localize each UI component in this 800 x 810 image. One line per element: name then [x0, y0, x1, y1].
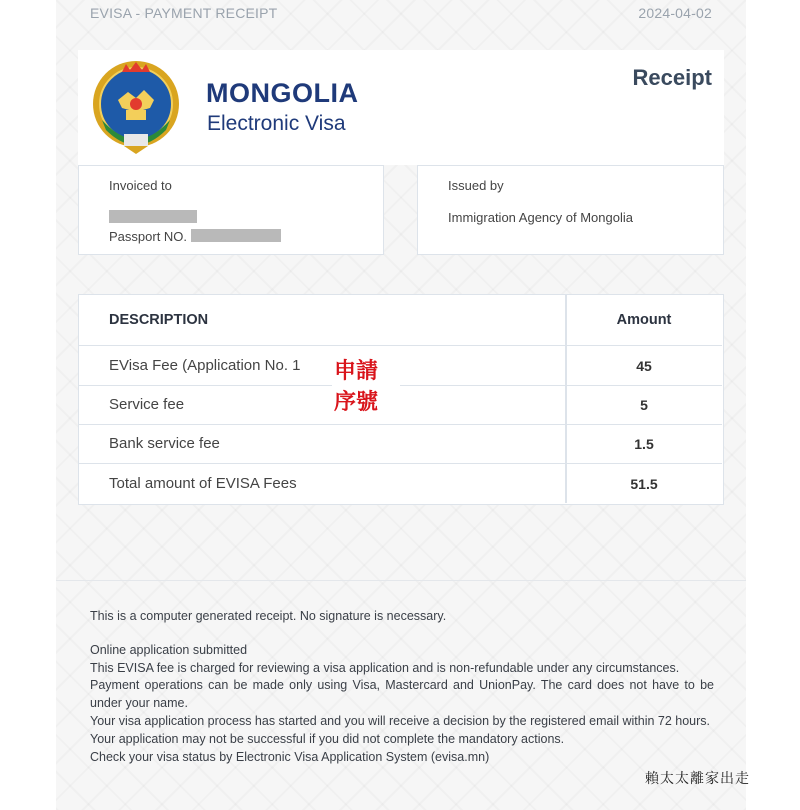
- blog-watermark: 賴太太離家出走: [645, 771, 750, 787]
- document-type: EVISA - PAYMENT RECEIPT: [90, 5, 278, 21]
- issued-by-label: Issued by: [448, 178, 504, 193]
- mongolia-emblem-icon: [92, 60, 180, 156]
- header-card: [78, 50, 724, 165]
- application-number-overlay: 申請序號: [332, 354, 400, 416]
- amount-header: Amount: [616, 312, 672, 328]
- fee-amount: 45: [636, 358, 652, 374]
- issued-by-box: [417, 165, 724, 255]
- section-divider: [56, 580, 746, 581]
- fee-table: [78, 294, 724, 505]
- table-row: [79, 425, 722, 464]
- redacted-passport: [191, 229, 281, 242]
- disclaimer-text: This is a computer generated receipt. No signature is necessary.: [90, 609, 447, 623]
- note-line: Your application may not be successful if you did not complete the mandatory actions.: [90, 731, 565, 746]
- fee-description: Bank service fee: [109, 435, 220, 452]
- total-row: [79, 464, 722, 503]
- note-line: Payment operations can be made only using Visa, Mastercard and UnionPay. The card does not have to be under your name.: [90, 678, 714, 711]
- invoiced-to-label: Invoiced to: [109, 178, 172, 193]
- fee-description-text: EVisa Fee (Application No. 1: [109, 357, 301, 374]
- receipt-title: Receipt: [632, 65, 712, 90]
- fee-description: Service fee: [109, 396, 185, 413]
- fee-amount: 1.5: [634, 436, 654, 452]
- table-header: [79, 295, 722, 346]
- total-label: Total amount of EVISA Fees: [109, 475, 297, 492]
- brand-subtitle: Electronic Visa: [207, 112, 346, 135]
- invoiced-to-box: [78, 165, 384, 255]
- note-line: This EVISA fee is charged for reviewing a visa application and is non-refundable under any circumstances.: [90, 660, 680, 675]
- top-bar: [90, 5, 712, 23]
- fee-amount: 5: [640, 397, 648, 413]
- note-line: Check your visa status by Electronic Visa Application System (evisa.mn): [90, 749, 490, 764]
- receipt-date: 2024-04-02: [638, 5, 712, 21]
- receipt-notes: [90, 608, 714, 766]
- total-amount: 51.5: [630, 476, 658, 492]
- redacted-name: [109, 210, 197, 223]
- issuer-name: Immigration Agency of Mongolia: [448, 210, 633, 225]
- table-row: [79, 386, 722, 425]
- note-line: Your visa application process has started and you will receive a decision by the registered email within 72 hours.: [90, 713, 711, 728]
- brand-title: MONGOLIA: [206, 78, 359, 108]
- description-header: DESCRIPTION: [109, 312, 209, 328]
- note-line: Online application submitted: [90, 642, 248, 657]
- passport-label: Passport NO.: [109, 229, 188, 244]
